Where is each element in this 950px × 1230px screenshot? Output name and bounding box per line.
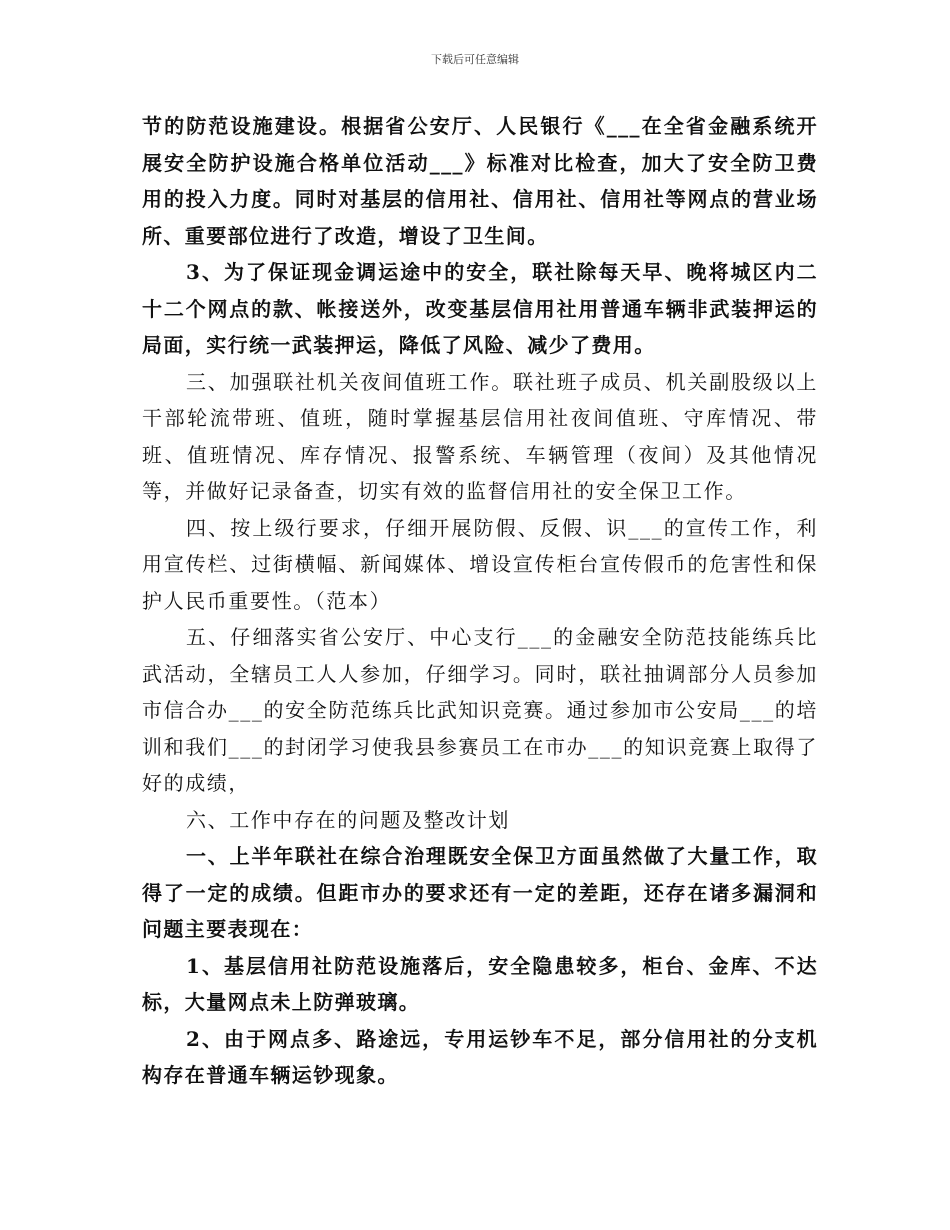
- paragraph-skills-competition: 五、仔细落实省公安厅、中心支行___的金融安全防范技能练兵比武活动，全辖员工人人参加，仔细学习。同时，联社抽调部分人员参加市信合办___的安全防范练兵比武知识竞赛。通过参加市公安局___的培训和我们___的封闭学习使我县参赛员工在市办___的知识竞赛上取得了好的成绩，: [142, 625, 818, 795]
- paragraph-cash-transport: 3、为了保证现金调运途中的安全，联社除每天早、晚将城区内二十二个网点的款、帐接送外，改变基层信用社用普通车辆非武装押运的局面，实行统一武装押运，降低了风险、减少了费用。: [142, 260, 818, 357]
- paragraph-facility-construction: 节的防范设施建设。根据省公安厅、人民银行《___在全省金融系统开展安全防护设施合格单位活动___》标准对比检查，加大了安全防卫费用的投入力度。同时对基层的信用社、信用社、信用社等网点的营业场所、重要部位进行了改造，增设了卫生间。: [142, 114, 818, 248]
- paragraph-problem-transport: 2、由于网点多、路途远，专用运钞车不足，部分信用社的分支机构存在普通车辆运钞现象。: [142, 1026, 818, 1087]
- paragraph-problem-facilities: 1、基层信用社防范设施落后，安全隐患较多，柜台、金库、不达标，大量网点未上防弹玻璃。: [142, 953, 818, 1014]
- page-header: 下载后可任意编辑: [431, 53, 519, 66]
- paragraph-problems-summary: 一、上半年联社在综合治理既安全保卫方面虽然做了大量工作，取得了一定的成绩。但距市办的要求还有一定的差距，还存在诸多漏洞和问题主要表现在：: [142, 844, 818, 941]
- section-heading-problems: 六、工作中存在的问题及整改计划: [186, 807, 510, 832]
- paragraph-night-duty: 三、加强联社机关夜间值班工作。联社班子成员、机关副股级以上干部轮流带班、值班，随时掌握基层信用社夜间值班、守库情况、带班、值班情况、库存情况、报警系统、车辆管理（夜间）及其他情况等，并做好记录备查，切实有效的监督信用社的安全保卫工作。: [142, 369, 818, 503]
- document-body: [142, 108, 818, 1094]
- paragraph-anti-counterfeit: 四、按上级行要求，仔细开展防假、反假、识___的宣传工作，利用宣传栏、过街横幅、新闻媒体、增设宣传柜台宣传假币的危害性和保护人民币重要性。（范本）: [142, 515, 818, 613]
